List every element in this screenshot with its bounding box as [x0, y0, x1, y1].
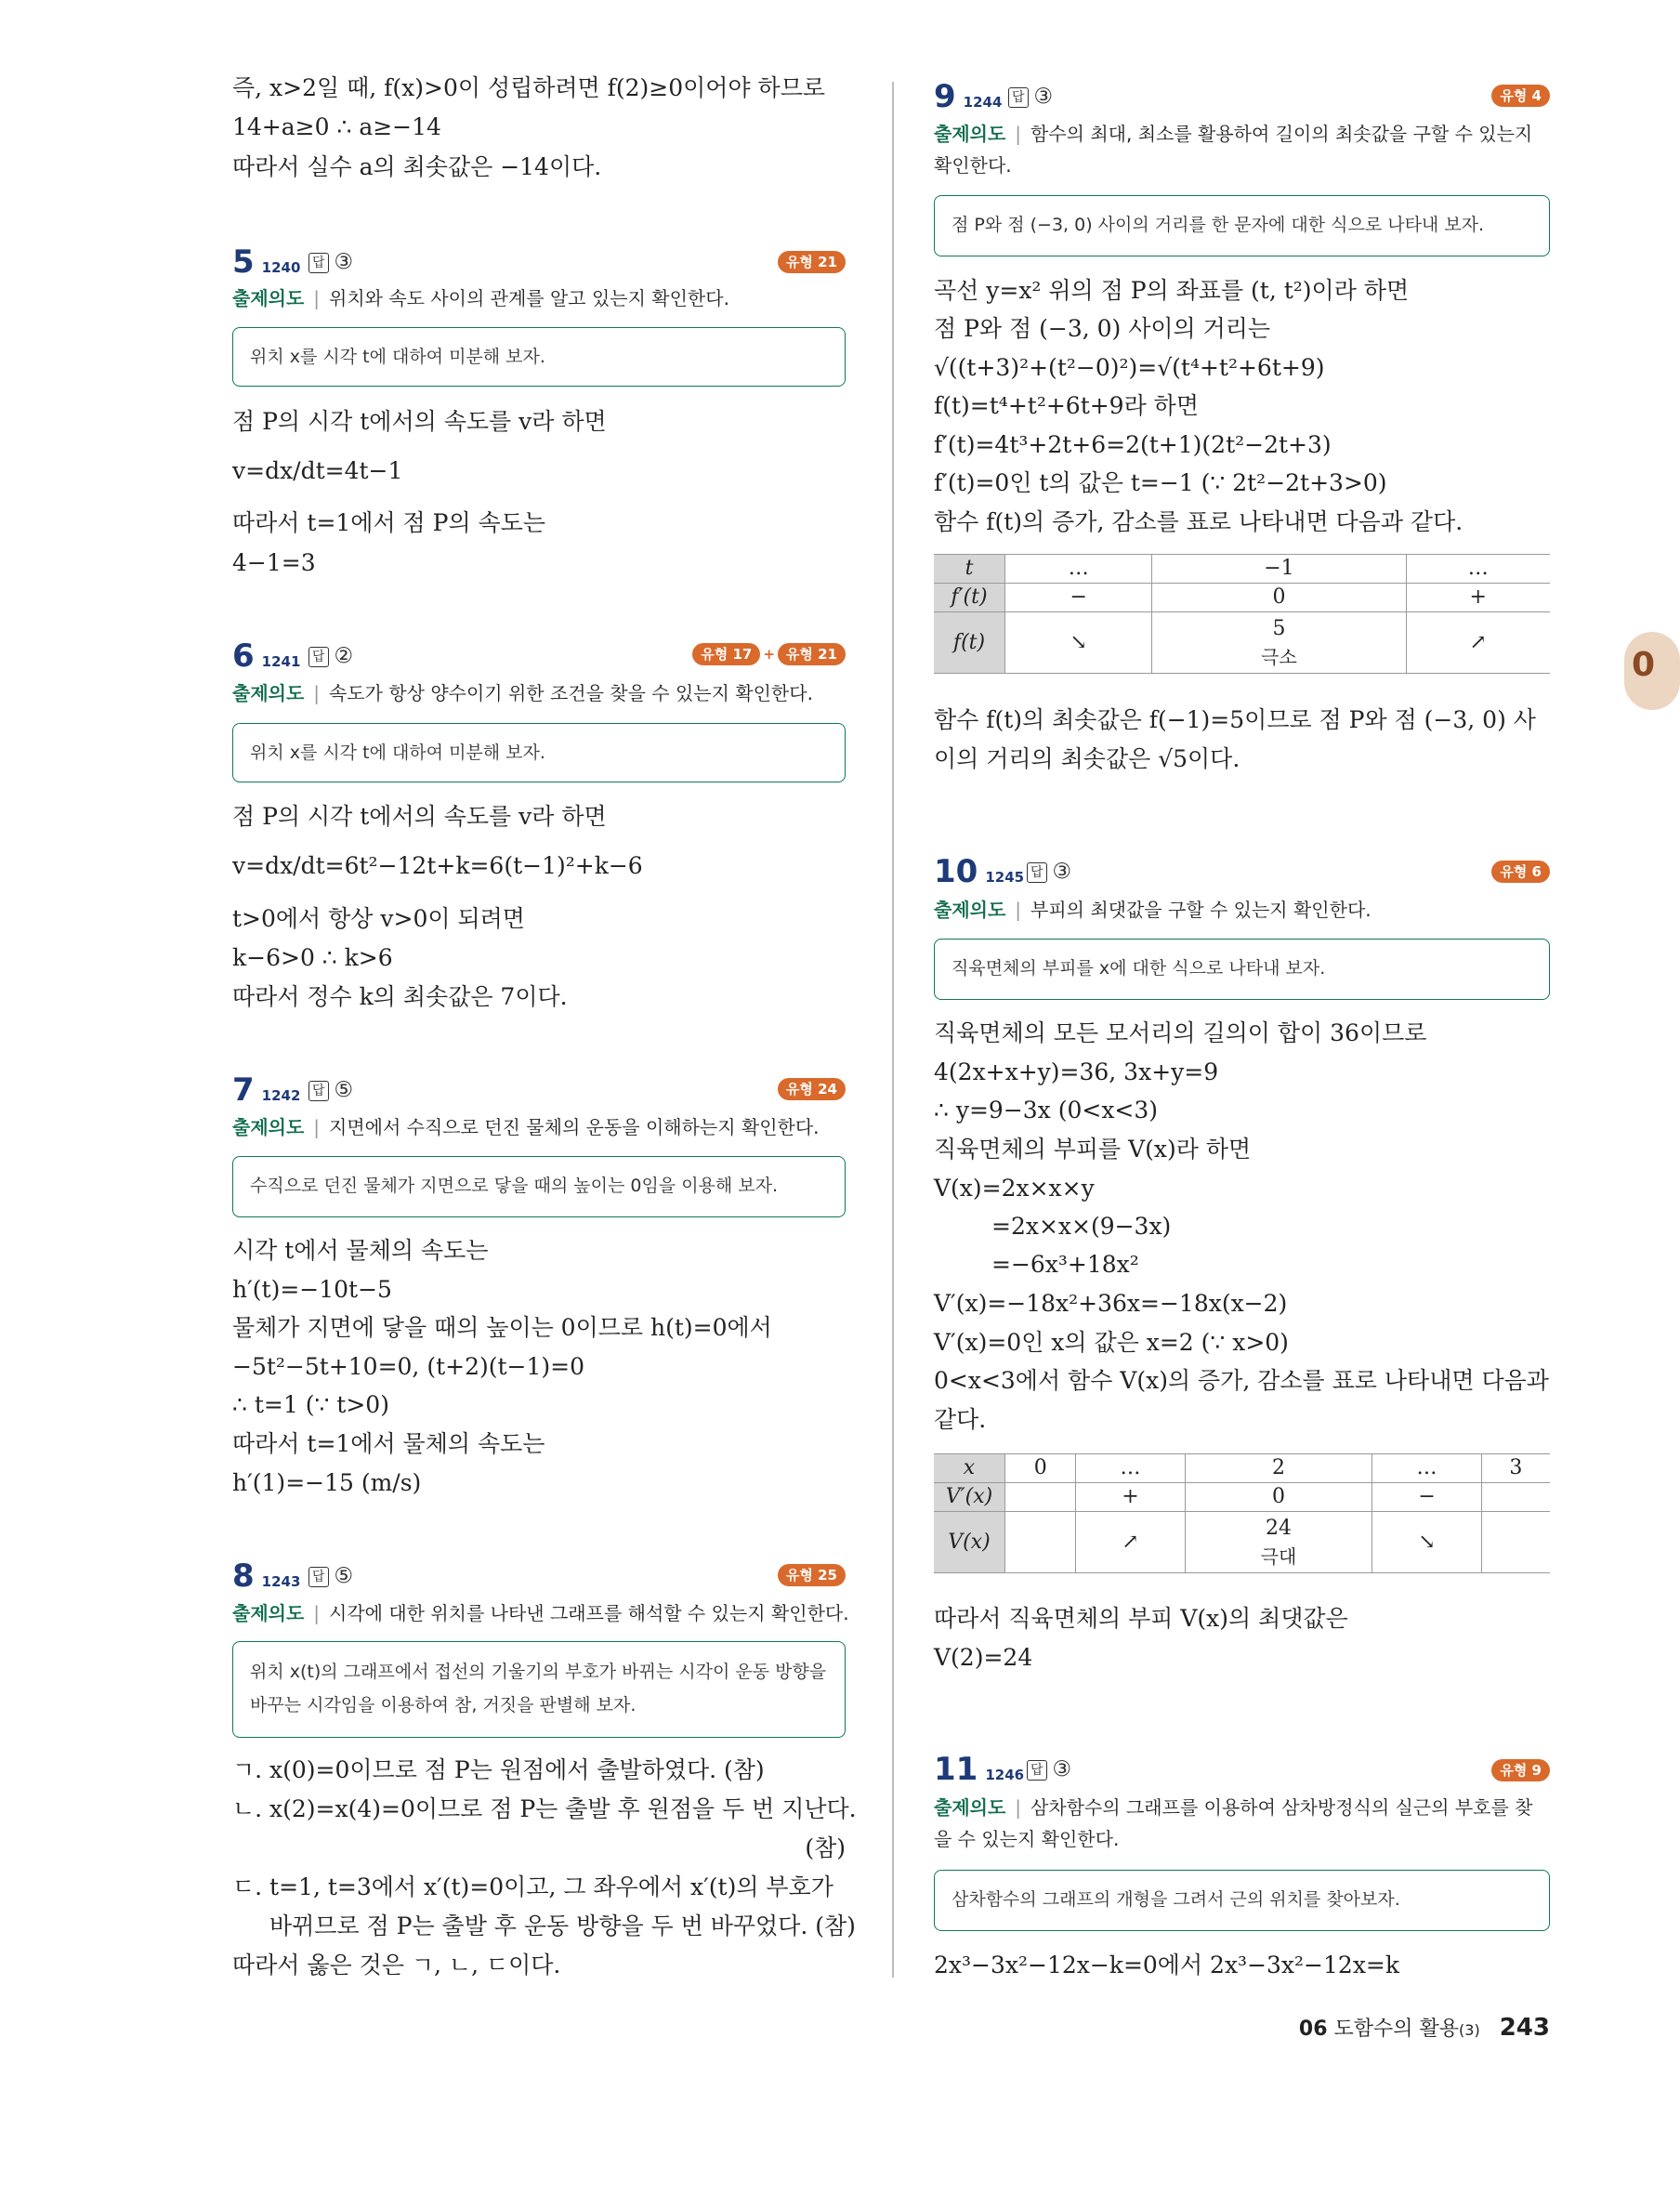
table-row [934, 612, 1550, 674]
text-line: t>0에서 항상 v>0이 되려면 [232, 905, 525, 932]
table-cell: + [1076, 1483, 1185, 1512]
type-badge: 유형 24 [778, 1078, 846, 1100]
problem-number: 7 1242 [232, 1071, 301, 1109]
table-cell: − [1372, 1483, 1481, 1512]
hint-box: 위치 x(t)의 그래프에서 접선의 기울기의 부호가 바뀌는 시각이 운동 방향을 바꾸는 시각임을 이용하여 참, 거짓을 판별해 보자. [232, 1641, 846, 1738]
table-cell: … [1372, 1454, 1481, 1483]
text-line: 0<x<3에서 함수 V(x)의 증가, 감소를 표로 나타내면 다음과 [934, 1367, 1549, 1394]
formula-line: v=dx/dt=6t²−12t+k=6(t−1)²+k−6 [232, 852, 643, 879]
table-cell: V(x) [934, 1512, 1005, 1573]
intent-line: 출제의도 | 삼차함수의 그래프를 이용하여 삼차방정식의 실근의 부호를 찾을 수 있는지 확인한다. [934, 1796, 1533, 1850]
chapter-part: (3) [1459, 2021, 1480, 2039]
table-cell: 2 [1185, 1454, 1372, 1483]
table-cell: ↗ [1406, 612, 1550, 674]
table-cell: … [1005, 555, 1152, 584]
page-number: 243 [1499, 2014, 1550, 2042]
text-line: 따라서 직육면체의 부피 V(x)의 최댓값은 [934, 1605, 1348, 1632]
text-line: ∴ y=9−3x (0<x<3) [934, 1097, 1159, 1124]
text-line: 따라서 정수 k의 최솟값은 7이다. [232, 983, 568, 1010]
hint-box: 위치 x를 시각 t에 대하여 미분해 보자. [232, 723, 846, 782]
hint-box: 삼차함수의 그래프의 개형을 그려서 근의 위치를 찾아보자. [934, 1870, 1550, 1931]
problem-number: 8 1243 [232, 1558, 301, 1595]
text-line: V(x)=2x×x×y [934, 1175, 1095, 1202]
text-line: ㄷ. t=1, t=3에서 x′(t)=0이고, 그 좌우에서 x′(t)의 부호가 [232, 1873, 833, 1900]
answer-mark: 답 ③ [1027, 1751, 1071, 1788]
hint-box: 위치 x를 시각 t에 대하여 미분해 보자. [232, 327, 846, 387]
problem-code: 1246 [985, 1767, 1025, 1783]
text-line: =2x×x×(9−3x) [991, 1213, 1172, 1240]
problem-code: 1243 [261, 1573, 301, 1590]
problem-code: 1240 [261, 259, 301, 276]
hint-box: 수직으로 던진 물체가 지면으로 닿을 때의 높이는 0임을 이용해 보자. [232, 1156, 846, 1217]
text-line: h′(1)=−15 (m/s) [232, 1469, 422, 1496]
type-badge: 유형 4 [1491, 85, 1550, 107]
text-line: f′(t)=4t³+2t+6=2(t+1)(2t²−2t+3) [934, 431, 1332, 458]
text-line: 직육면체의 부피를 V(x)라 하면 [934, 1136, 1252, 1163]
table-cell: − [1005, 584, 1152, 612]
hint-box: 직육면체의 부피를 x에 대한 식으로 나타내 보자. [934, 939, 1550, 1000]
chapter-tab-label: 0 [1632, 646, 1656, 684]
answer-mark: 답 ⑤ [308, 1071, 353, 1109]
intent-line: 출제의도 | 함수의 최대, 최소를 활용하여 길이의 최솟값을 구할 수 있는지 확인한다. [934, 123, 1533, 177]
table-cell [1481, 1483, 1550, 1512]
table-cell: 0 [1005, 1454, 1076, 1483]
table-cell: x [934, 1454, 1005, 1483]
table-cell: −1 [1152, 555, 1406, 584]
text-line: 4−1=3 [232, 549, 316, 576]
chapter-number: 06 [1298, 2018, 1328, 2041]
text-line: 물체가 지면에 닿을 때의 높이는 0이므로 h(t)=0에서 [232, 1314, 772, 1341]
table-cell: … [1076, 1454, 1185, 1483]
text-line: 점 P의 시각 t에서의 속도를 v라 하면 [232, 408, 607, 435]
table-cell: + [1406, 584, 1550, 612]
text-line: 점 P의 시각 t에서의 속도를 v라 하면 [232, 803, 607, 830]
text-line: 따라서 t=1에서 점 P의 속도는 [232, 509, 546, 536]
intent-line: 출제의도 | 부피의 최댓값을 구할 수 있는지 확인한다. [934, 899, 1372, 921]
formula-line: √((t+3)²+(t²−0)²)=√(t⁴+t²+6t+9) [934, 354, 1325, 381]
table-cell: f′(t) [934, 584, 1005, 612]
column-divider [892, 82, 894, 1978]
answer-mark: 답 ② [308, 637, 353, 675]
table-cell [1481, 1512, 1550, 1573]
text-line: V(2)=24 [934, 1644, 1033, 1671]
text-line: 따라서 실수 a의 최솟값은 −14이다. [232, 153, 602, 180]
intent-line: 출제의도 | 위치와 속도 사이의 관계를 알고 있는지 확인한다. [232, 287, 729, 309]
text-line: 곡선 y=x² 위의 점 P의 좌표를 (t, t²)이라 하면 [934, 277, 1410, 304]
problem-number: 5 1240 [232, 243, 301, 281]
table-cell: 0 [1185, 1483, 1372, 1512]
table-cell: V′(x) [934, 1483, 1005, 1512]
table-cell: t [934, 555, 1005, 584]
table-cell: … [1406, 555, 1550, 584]
text-line: 14+a≥0 ∴ a≥−14 [232, 113, 441, 140]
text-line: 따라서 t=1에서 물체의 속도는 [232, 1430, 545, 1457]
table-row [934, 1483, 1550, 1512]
text-line: h′(t)=−10t−5 [232, 1276, 392, 1303]
problem-number: 10 1245 [934, 853, 1025, 890]
chapter-title: 도함수의 활용 [1333, 2018, 1460, 2041]
type-badge: 유형 17 [692, 643, 760, 665]
text-line: V′(x)=−18x²+36x=−18x(x−2) [934, 1290, 1288, 1317]
answer-mark: 답 ③ [1027, 853, 1071, 890]
answer-mark: 답 ⑤ [308, 1558, 353, 1595]
table-cell [1152, 612, 1406, 674]
text-line: k−6>0 ∴ k>6 [232, 944, 393, 971]
text-line: V′(x)=0인 x의 값은 x=2 (∵ x>0) [934, 1329, 1289, 1356]
table-value: 24 [1266, 1516, 1293, 1540]
problem-number: 11 1246 [934, 1751, 1025, 1788]
intent-line: 출제의도 | 지면에서 수직으로 던진 물체의 운동을 이해하는지 확인한다. [232, 1116, 820, 1138]
problem-code: 1245 [985, 869, 1025, 886]
table-row [934, 1512, 1550, 1573]
text-line: 점 P와 점 (−3, 0) 사이의 거리는 [934, 315, 1271, 342]
intent-line: 출제의도 | 시각에 대한 위치를 나타낸 그래프를 해석할 수 있는지 확인한다. [232, 1602, 849, 1624]
increase-decrease-table [934, 1453, 1550, 1573]
answer-mark: 답 ③ [308, 243, 353, 281]
text-line: −5t²−5t+10=0, (t+2)(t−1)=0 [232, 1353, 584, 1380]
problem-number: 9 1244 [934, 78, 1003, 115]
type-badge-pair: 유형 17 + 유형 21 [692, 643, 846, 665]
text-line: 이의 거리의 최솟값은 √5이다. [934, 745, 1240, 772]
text-line: 함수 f(t)의 최솟값은 f(−1)=5이므로 점 P와 점 (−3, 0) 사 [934, 706, 1536, 733]
text-line: 같다. [934, 1406, 987, 1433]
table-cell [1005, 1512, 1076, 1573]
table-cell: ↗ [1076, 1512, 1185, 1573]
type-badge: 유형 6 [1491, 861, 1550, 883]
problem-number: 6 1241 [232, 637, 301, 675]
text-line: 직육면체의 모든 모서리의 길의이 합이 36이므로 [934, 1019, 1427, 1046]
text-line: ∴ t=1 (∵ t>0) [232, 1391, 389, 1418]
extremum-label: 극소 [1261, 645, 1297, 668]
text-line: 함수 f(t)의 증가, 감소를 표로 나타내면 다음과 같다. [934, 508, 1463, 535]
formula-line: v=dx/dt=4t−1 [232, 457, 403, 484]
hint-box: 점 P와 점 (−3, 0) 사이의 거리를 한 문자에 대한 식으로 나타내 보자. [934, 195, 1550, 256]
text-line: ㄱ. x(0)=0이므로 점 P는 원점에서 출발하였다. (참) [232, 1756, 765, 1783]
table-cell: 0 [1152, 584, 1406, 612]
text-line: 따라서 옳은 것은 ㄱ, ㄴ, ㄷ이다. [232, 1952, 561, 1978]
table-cell [1185, 1512, 1372, 1573]
text-line: =−6x³+18x² [991, 1251, 1139, 1278]
text-line: ㄴ. x(2)=x(4)=0이므로 점 P는 출발 후 원점을 두 번 지난다. [232, 1795, 857, 1822]
table-row [934, 584, 1550, 612]
intent-line: 출제의도 | 속도가 항상 양수이기 위한 조건을 찾을 수 있는지 확인한다. [232, 682, 813, 704]
table-cell: ↘ [1372, 1512, 1481, 1573]
text-line: (참) [805, 1834, 846, 1861]
extremum-label: 극대 [1260, 1544, 1297, 1568]
answer-mark: 답 ③ [1008, 78, 1053, 115]
table-row [934, 555, 1550, 584]
type-badge: 유형 25 [778, 1564, 846, 1586]
problem-code: 1241 [261, 653, 301, 670]
problem-code: 1242 [261, 1087, 301, 1104]
problem-code: 1244 [963, 94, 1003, 111]
table-cell: 3 [1481, 1454, 1550, 1483]
text-line: f(t)=t⁴+t²+6t+9라 하면 [934, 392, 1199, 419]
text-line: 2x³−3x²−12x−k=0에서 2x³−3x²−12x=k [934, 1952, 1400, 1978]
text-line: f′(t)=0인 t의 값은 t=−1 (∵ 2t²−2t+3>0) [934, 469, 1387, 496]
text-line: 시각 t에서 물체의 속도는 [232, 1237, 489, 1264]
table-cell: ↘ [1005, 612, 1152, 674]
table-cell: f(t) [934, 612, 1005, 674]
type-badge: 유형 21 [778, 643, 846, 665]
text-line: 즉, x>2일 때, f(x)>0이 성립하려면 f(2)≥0이어야 하므로 [232, 74, 826, 101]
increase-decrease-table [934, 554, 1550, 674]
text-line: 4(2x+x+y)=36, 3x+y=9 [934, 1058, 1219, 1085]
table-row [934, 1454, 1550, 1483]
page-footer [1299, 2013, 1550, 2042]
table-cell [1005, 1483, 1076, 1512]
type-badge: 유형 21 [778, 251, 846, 273]
type-badge: 유형 9 [1491, 1759, 1550, 1781]
text-line: 바뀌므로 점 P는 출발 후 운동 방향을 두 번 바꾸었다. (참) [269, 1912, 856, 1939]
table-value: 5 [1272, 616, 1286, 640]
